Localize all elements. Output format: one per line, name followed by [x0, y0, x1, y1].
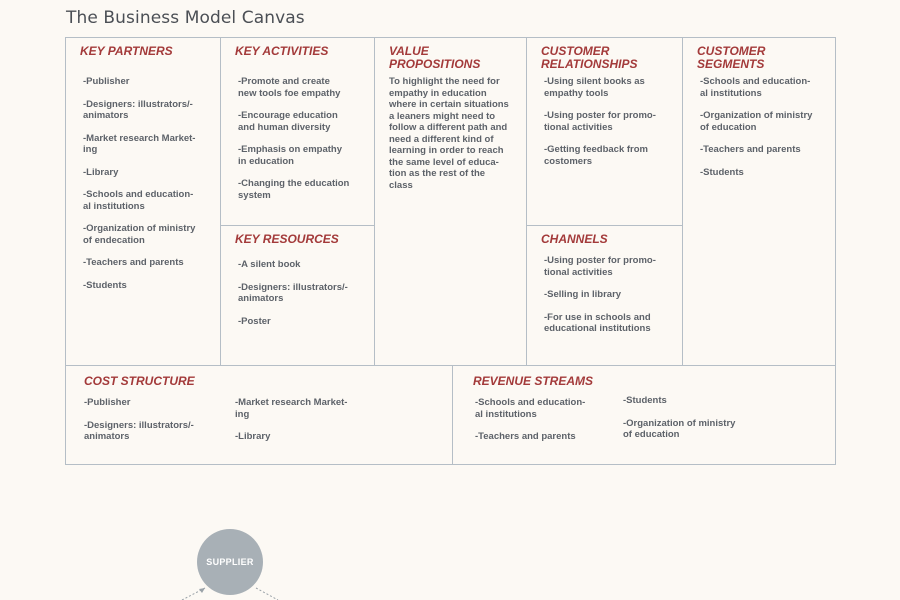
list-item: -For use in schools and educational institutions [544, 311, 651, 334]
key-activities-heading: KEY ACTIVITIES [235, 44, 329, 58]
key-partners-heading: KEY PARTNERS [80, 44, 173, 58]
list-item: -Designers: illustrators/- animators [238, 281, 348, 304]
list-item: -Library [83, 166, 119, 178]
value-propositions-heading: VALUE PROPOSITIONS [389, 44, 481, 71]
list-item: -Organization of ministry of endecation [83, 223, 196, 246]
revenue-streams-heading: REVENUE STREAMS [473, 374, 594, 388]
list-item: -Students [700, 166, 744, 178]
list-item: -Promote and create new tools foe empathy [238, 76, 341, 99]
list-item: -Teachers and parents [475, 431, 576, 442]
customer-relationships-heading: CUSTOMER RELATIONSHIPS [541, 44, 638, 71]
list-item: -Students [83, 279, 127, 291]
list-item: -Publisher [83, 76, 130, 87]
list-item: -Publisher [84, 397, 131, 408]
list-item: -Library [235, 431, 271, 442]
channels-heading: CHANNELS [541, 232, 608, 246]
customer-segments-heading: CUSTOMER SEGMENTS [697, 44, 766, 71]
list-item: -Using poster for promo- tional activities [544, 110, 656, 133]
list-item: -A silent book [238, 259, 301, 270]
key-resources-heading: KEY RESOURCES [235, 232, 339, 246]
value-propositions-text: To highlight the need for empathy in education where in certain situations a leaners might need to follow a different path and need a different kind of learning in order to reach the same level of educa- tion as the rest of the class [389, 76, 509, 191]
list-item: -Schools and education- al institutions [700, 76, 811, 99]
list-item: -Emphasis on empathy in education [238, 144, 342, 167]
list-item: -Getting feedback from costomers [544, 144, 648, 167]
list-item: -Encourage education and human diversity [238, 110, 338, 133]
supplier-node [197, 529, 263, 595]
list-item: -Using silent books as empathy tools [544, 76, 645, 99]
list-item: -Teachers and parents [700, 144, 801, 155]
list-item: -Selling in library [544, 289, 622, 300]
list-item: -Poster [238, 315, 271, 327]
cost-structure-heading: COST STRUCTURE [84, 374, 195, 388]
list-item: -Organization of ministry of education [700, 110, 813, 133]
list-item: -Organization of ministry of education [623, 417, 736, 440]
list-item: -Using poster for promo- tional activities [544, 255, 656, 278]
supplier-node-label: SUPPLIER [206, 557, 254, 567]
list-item: -Schools and education- al institutions [475, 397, 586, 420]
list-item: -Teachers and parents [83, 257, 184, 268]
list-item: -Market research Market- ing [83, 132, 196, 155]
list-item: -Students [623, 395, 667, 406]
connector-right [256, 588, 278, 600]
list-item: -Schools and education- al institutions [83, 189, 194, 212]
list-item: -Designers: illustrators/- animators [83, 98, 193, 121]
page-title: The Business Model Canvas [66, 8, 305, 28]
list-item: -Market research Market- ing [235, 397, 348, 420]
list-item: -Changing the education system [238, 178, 350, 201]
list-item: -Designers: illustrators/- animators [84, 419, 194, 442]
